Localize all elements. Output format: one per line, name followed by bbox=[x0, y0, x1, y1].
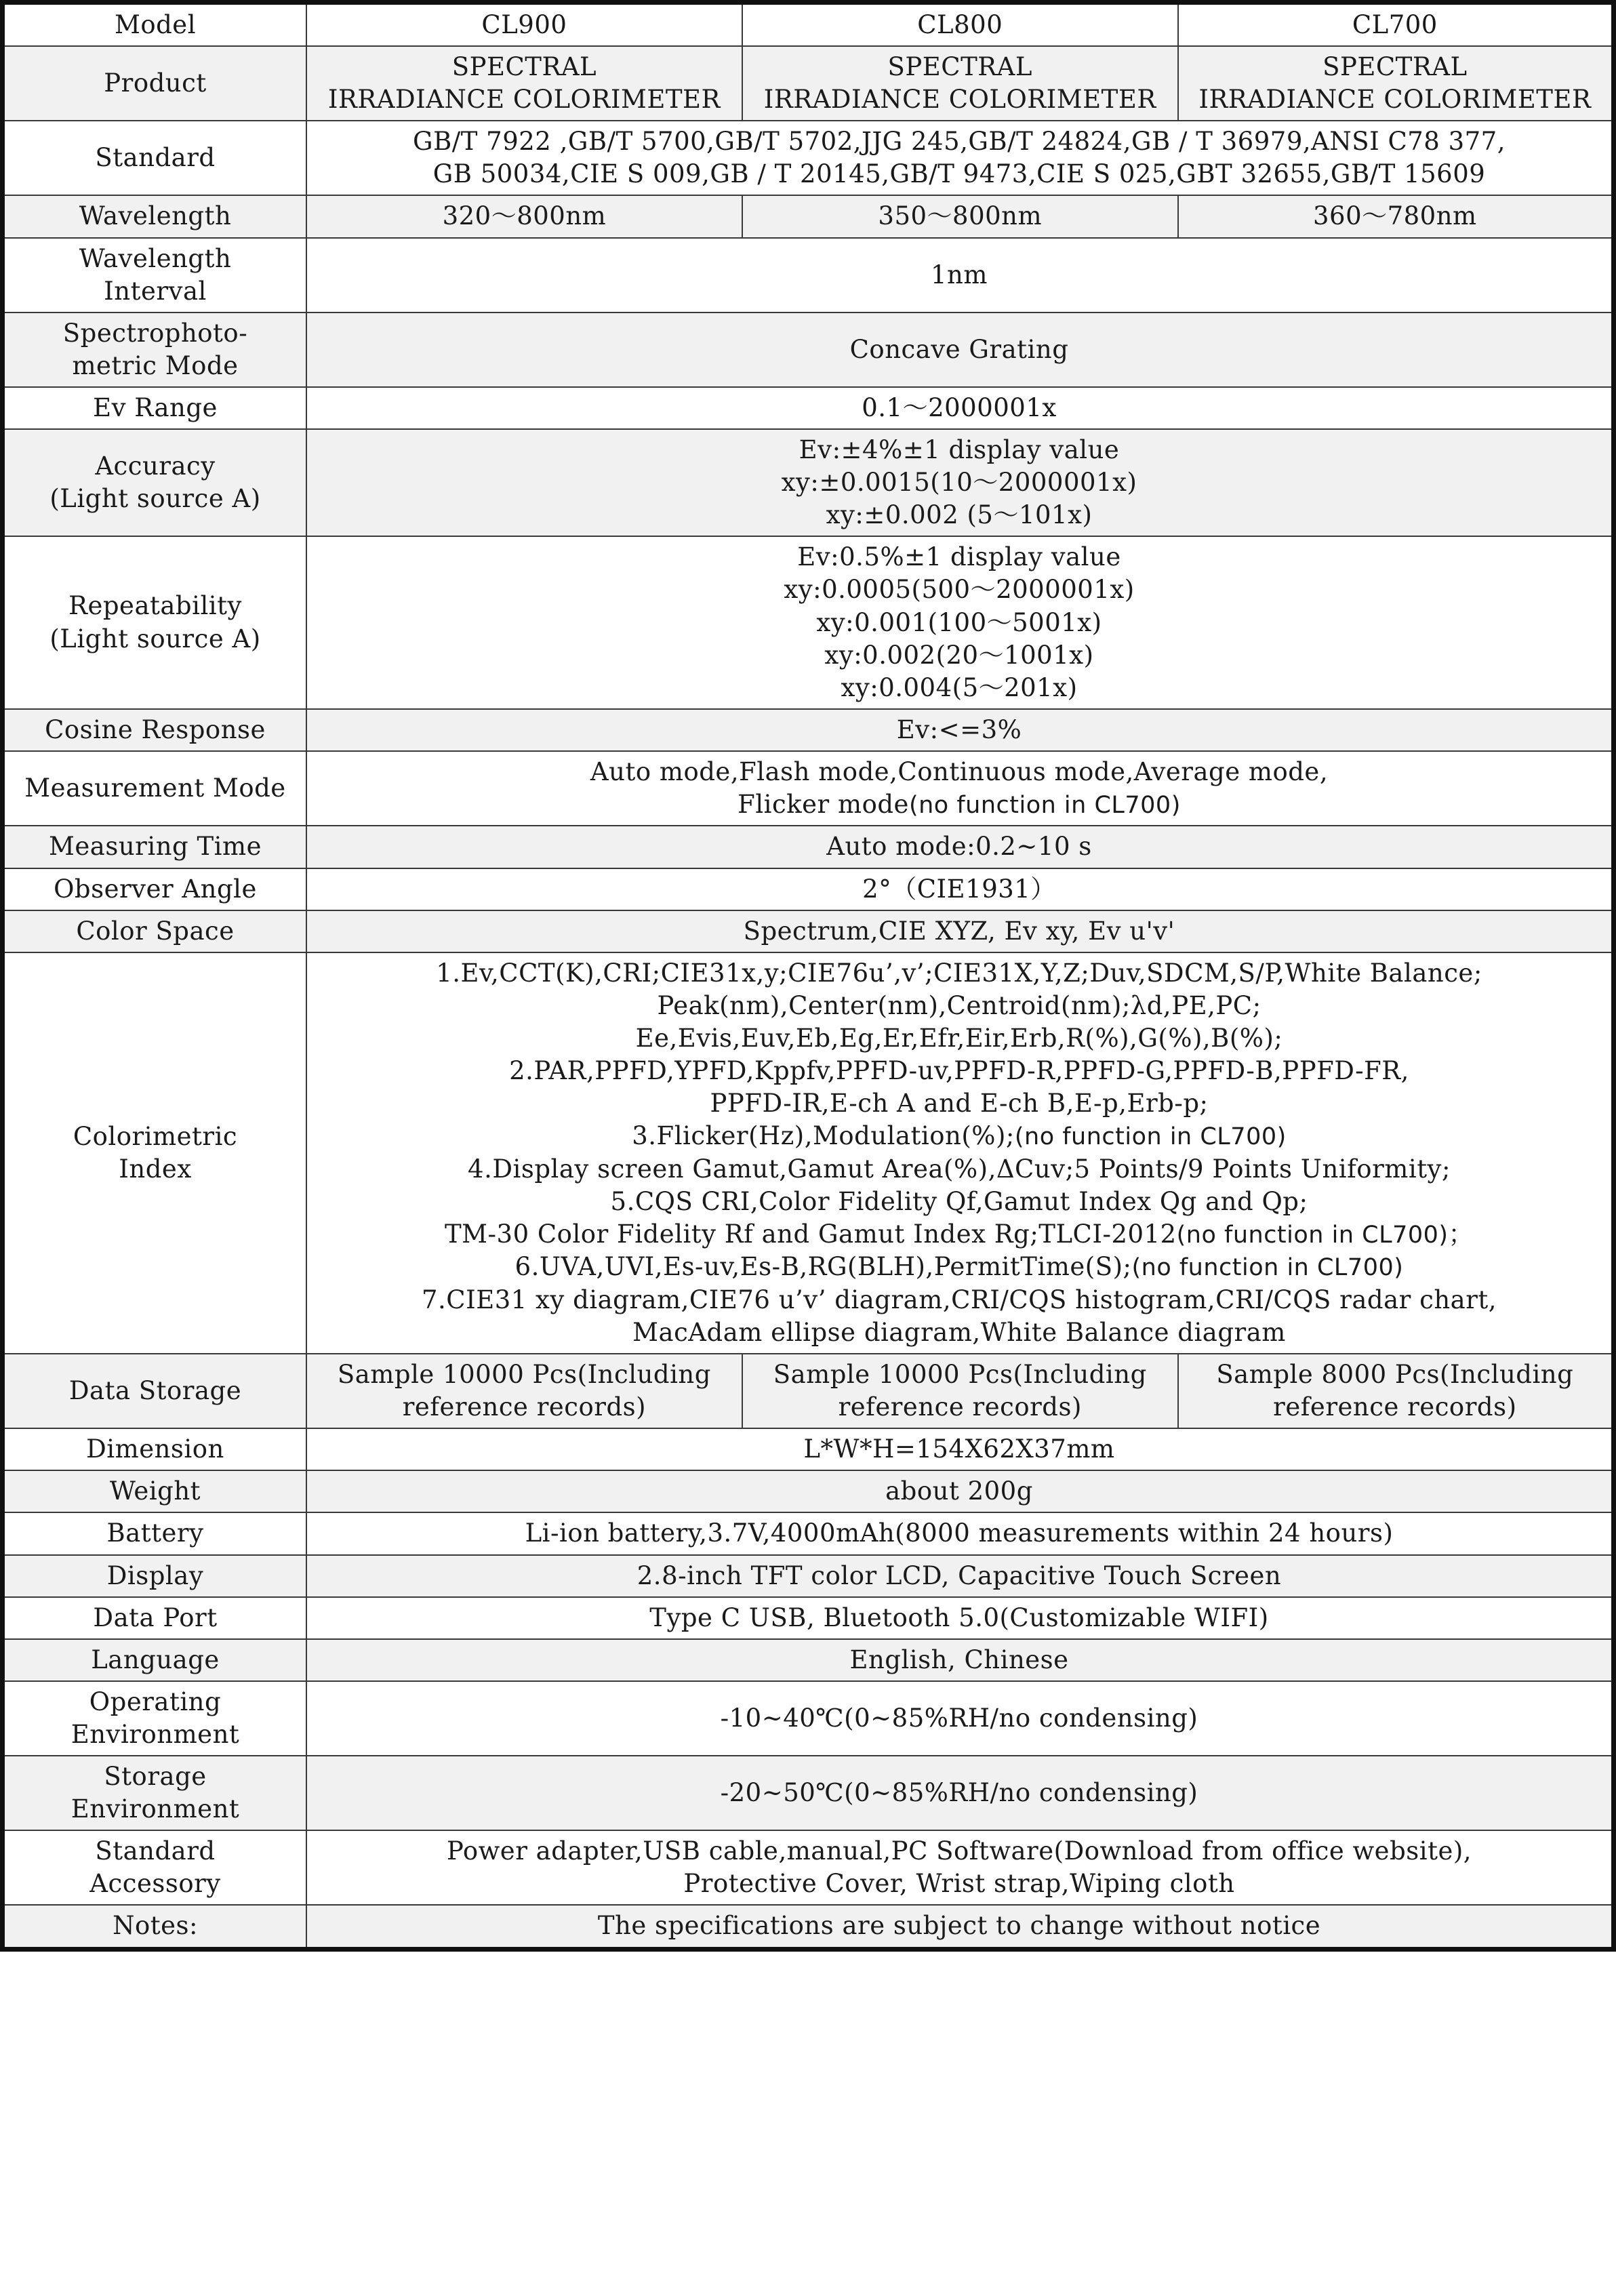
measurement-mode-flicker: Flicker mode bbox=[738, 789, 909, 819]
ci-flicker-text: 3.Flicker(Hz),Modulation(%); bbox=[632, 1121, 1015, 1151]
ci-tm30-note: (no function in CL700) bbox=[1176, 1221, 1449, 1249]
row-label-display: Display bbox=[3, 1555, 307, 1597]
accessory-line2: Protective Cover, Wrist strap,Wiping cloth bbox=[683, 1869, 1235, 1899]
table-row-wavelength-interval bbox=[3, 238, 1614, 313]
ci-line-5: 5.CQS CRI,Color Fidelity Qf,Gamut Index Qg and Qp; bbox=[610, 1186, 1308, 1216]
ci-line-7 bbox=[315, 1251, 1603, 1284]
cell-operating-environment-value: -10~40℃(0~85%RH/no condensing) bbox=[306, 1681, 1614, 1756]
row-label-wavelength-interval: Wavelength Interval bbox=[3, 238, 307, 313]
cell-wavelength-interval-value: 1nm bbox=[306, 238, 1614, 313]
cell-ev-range-value: 0.1～2000001x bbox=[306, 387, 1614, 429]
measurement-mode-line2 bbox=[315, 788, 1603, 822]
cell-data-storage-cl900: Sample 10000 Pcs(Including reference records) bbox=[306, 1354, 742, 1428]
ci-line-4: 4.Display screen Gamut,Gamut Area(%),ΔCuv;5 Points/9 Points Uniformity; bbox=[468, 1154, 1451, 1184]
row-label-operating-environment: Operating Environment bbox=[3, 1681, 307, 1756]
row-label-dimension: Dimension bbox=[3, 1428, 307, 1470]
row-label-model: Model bbox=[3, 3, 307, 47]
table-row-wavelength bbox=[3, 195, 1614, 237]
cell-product-cl900: SPECTRAL IRRADIANCE COLORIMETER bbox=[306, 46, 742, 121]
ci-line-6 bbox=[315, 1218, 1603, 1251]
table-row-storage-environment bbox=[3, 1756, 1614, 1830]
cell-weight-value: about 200g bbox=[306, 1470, 1614, 1512]
row-label-spectrophotometric-mode: Spectrophoto- metric Mode bbox=[3, 313, 307, 387]
ci-uva-text: 6.UVA,UVI,Es-uv,Es-B,RG(BLH),PermitTime(S); bbox=[514, 1252, 1132, 1282]
table-row-operating-environment bbox=[3, 1681, 1614, 1756]
table-row-notes bbox=[3, 1905, 1614, 1949]
table-row-language bbox=[3, 1639, 1614, 1681]
row-label-weight: Weight bbox=[3, 1470, 307, 1512]
table-row-repeatability bbox=[3, 536, 1614, 708]
row-label-measuring-time: Measuring Time bbox=[3, 826, 307, 868]
table-row-measuring-time bbox=[3, 826, 1614, 868]
ci-lines: 1.Ev,CCT(K),CRI;CIE31x,y;CIE76u’,v’;CIE31X,Y,Z;Duv,SDCM,S/P,White Balance; Peak(nm),Center(nm),Centroid(nm);λd,PE,PC; Ee,Evis,Euv,Eb,Eg,Er,Efr,Eir,Erb,R(%),G(%),B(%); 2.PAR,PPFD,YPFD,Kppfv,PPFD-uv,PPFD-R,PPFD-G,PPFD-B,PPFD-FR, PPFD-IR,E-ch A and E-ch B,E-p,Erb-p; bbox=[436, 958, 1482, 1119]
table-row-accuracy bbox=[3, 429, 1614, 536]
table-row-observer-angle bbox=[3, 868, 1614, 910]
cell-language-value: English, Chinese bbox=[306, 1639, 1614, 1681]
cell-standard-value: GB/T 7922 ,GB/T 5700,GB/T 5702,JJG 245,GB/T 24824,GB / T 36979,ANSI C78 377, GB 50034,CIE S 009,GB / T 20145,GB/T 9473,CIE S 025,GBT 32655,GB/T 15609 bbox=[306, 121, 1614, 195]
cell-color-space-value: Spectrum,CIE XYZ, Ev xy, Ev u'v' bbox=[306, 910, 1614, 952]
ci-flicker-note: (no function in CL700) bbox=[1014, 1123, 1287, 1151]
cell-wavelength-cl900: 320～800nm bbox=[306, 195, 742, 237]
cell-measurement-mode-value bbox=[306, 751, 1614, 826]
cell-spectrophotometric-mode-value: Concave Grating bbox=[306, 313, 1614, 387]
table-row-data-storage bbox=[3, 1354, 1614, 1428]
table-row-model bbox=[3, 3, 1614, 47]
row-label-ev-range: Ev Range bbox=[3, 387, 307, 429]
cell-observer-angle-value: 2°（CIE1931） bbox=[306, 868, 1614, 910]
cell-model-cl800: CL800 bbox=[742, 3, 1178, 47]
cell-product-cl700: SPECTRAL IRRADIANCE COLORIMETER bbox=[1178, 46, 1614, 121]
row-label-observer-angle: Observer Angle bbox=[3, 868, 307, 910]
cell-display-value: 2.8-inch TFT color LCD, Capacitive Touch Screen bbox=[306, 1555, 1614, 1597]
cell-wavelength-cl700: 360～780nm bbox=[1178, 195, 1614, 237]
ci-line-9: MacAdam ellipse diagram,White Balance diagram bbox=[632, 1318, 1286, 1347]
row-label-product: Product bbox=[3, 46, 307, 121]
row-label-data-port: Data Port bbox=[3, 1597, 307, 1639]
ci-line-flicker bbox=[315, 1120, 1603, 1153]
table-row-spectrophotometric-mode bbox=[3, 313, 1614, 387]
ci-line-8: 7.CIE31 xy diagram,CIE76 u’v’ diagram,CRI/CQS histogram,CRI/CQS radar chart, bbox=[421, 1285, 1497, 1314]
table-row-product bbox=[3, 46, 1614, 121]
cell-battery-value: Li-ion battery,3.7V,4000mAh(8000 measurements within 24 hours) bbox=[306, 1512, 1614, 1554]
row-label-color-space: Color Space bbox=[3, 910, 307, 952]
measurement-mode-line1: Auto mode,Flash mode,Continuous mode,Average mode, bbox=[590, 757, 1329, 786]
table-row-dimension bbox=[3, 1428, 1614, 1470]
cell-dimension-value: L*W*H=154X62X37mm bbox=[306, 1428, 1614, 1470]
cell-notes-value: The specifications are subject to change without notice bbox=[306, 1905, 1614, 1949]
table-row-weight bbox=[3, 1470, 1614, 1512]
row-label-standard: Standard bbox=[3, 121, 307, 195]
cell-data-storage-cl800: Sample 10000 Pcs(Including reference records) bbox=[742, 1354, 1178, 1428]
table-row-battery bbox=[3, 1512, 1614, 1554]
row-label-language: Language bbox=[3, 1639, 307, 1681]
ci-tm30-post: ； bbox=[1448, 1219, 1474, 1249]
cell-measuring-time-value: Auto mode:0.2~10 s bbox=[306, 826, 1614, 868]
row-label-battery: Battery bbox=[3, 1512, 307, 1554]
cell-colorimetric-index-value bbox=[306, 952, 1614, 1354]
row-label-cosine-response: Cosine Response bbox=[3, 709, 307, 751]
cell-product-cl800: SPECTRAL IRRADIANCE COLORIMETER bbox=[742, 46, 1178, 121]
cell-wavelength-cl800: 350～800nm bbox=[742, 195, 1178, 237]
table-row-colorimetric-index bbox=[3, 952, 1614, 1354]
measurement-mode-cl700-note: (no function in CL700) bbox=[908, 791, 1181, 819]
row-label-standard-accessory: Standard Accessory bbox=[3, 1830, 307, 1905]
table-row-standard bbox=[3, 121, 1614, 195]
row-label-accuracy: Accuracy (Light source A) bbox=[3, 429, 307, 536]
table-row-data-port bbox=[3, 1597, 1614, 1639]
table-row-cosine-response bbox=[3, 709, 1614, 751]
ci-uva-note: (no function in CL700) bbox=[1131, 1254, 1404, 1282]
cell-model-cl900: CL900 bbox=[306, 3, 742, 47]
row-label-repeatability: Repeatability (Light source A) bbox=[3, 536, 307, 708]
table-row-measurement-mode bbox=[3, 751, 1614, 826]
row-label-colorimetric-index: Colorimetric Index bbox=[3, 952, 307, 1354]
table-row-display bbox=[3, 1555, 1614, 1597]
row-label-storage-environment: Storage Environment bbox=[3, 1756, 307, 1830]
cell-storage-environment-value: -20~50℃(0~85%RH/no condensing) bbox=[306, 1756, 1614, 1830]
ci-tm30-text: TM-30 Color Fidelity Rf and Gamut Index Rg;TLCI-2012 bbox=[444, 1219, 1177, 1249]
row-label-measurement-mode: Measurement Mode bbox=[3, 751, 307, 826]
table-row-color-space bbox=[3, 910, 1614, 952]
row-label-wavelength: Wavelength bbox=[3, 195, 307, 237]
table-row-standard-accessory bbox=[3, 1830, 1614, 1905]
cell-standard-accessory-value bbox=[306, 1830, 1614, 1905]
cell-data-storage-cl700: Sample 8000 Pcs(Including reference records) bbox=[1178, 1354, 1614, 1428]
row-label-notes: Notes: bbox=[3, 1905, 307, 1949]
cell-model-cl700: CL700 bbox=[1178, 3, 1614, 47]
row-label-data-storage: Data Storage bbox=[3, 1354, 307, 1428]
accessory-line1: Power adapter,USB cable,manual,PC Software(Download from office website), bbox=[446, 1836, 1472, 1866]
table-row-ev-range bbox=[3, 387, 1614, 429]
cell-repeatability-value: Ev:0.5%±1 display value xy:0.0005(500～2000001x) xy:0.001(100～5001x) xy:0.002(20～1001x) xy:0.004(5～201x) bbox=[306, 536, 1614, 708]
cell-cosine-response-value: Ev:<=3% bbox=[306, 709, 1614, 751]
cell-data-port-value: Type C USB, Bluetooth 5.0(Customizable WIFI) bbox=[306, 1597, 1614, 1639]
cell-accuracy-value: Ev:±4%±1 display value xy:±0.0015(10～2000001x) xy:±0.002 (5～101x) bbox=[306, 429, 1614, 536]
